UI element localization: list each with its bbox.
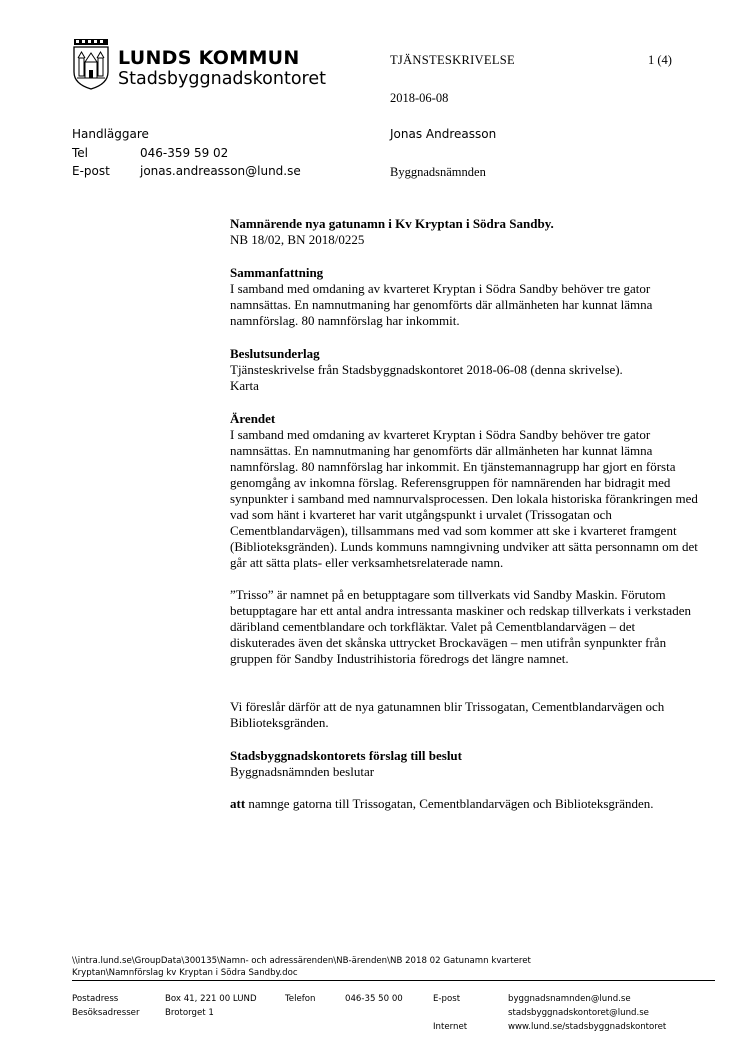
besok-value: Brotorget 1 (165, 1008, 214, 1018)
page-number: 1 (4) (648, 53, 672, 67)
epost-label: E-post (72, 164, 110, 178)
basis-line-2: Karta (230, 378, 259, 393)
file-path-line-1: \\intra.lund.se\GroupData\300135\Namn- och adressärenden\NB-ärenden\NB 2018 02 Gatunamn kvarteret (72, 956, 531, 966)
footer-epost-label: E-post (433, 994, 461, 1004)
summary-text: I samband med omdaning av kvarteret Kryptan i Södra Sandby behöver tre gator namnsättas. En namnutmaning har genomförts där allmänheten har kunnat lämna namnförslag. 80 namnförslag har inkommit. (230, 281, 653, 328)
document-type: TJÄNSTESKRIVELSE (390, 53, 515, 67)
basis-heading: Beslutsunderlag (230, 346, 320, 361)
proposal-line: Byggnadsnämnden beslutar (230, 764, 375, 779)
postadress-label: Postadress (72, 994, 119, 1004)
postadress-value: Box 41, 221 00 LUND (165, 994, 257, 1004)
internet-label: Internet (433, 1022, 468, 1032)
matter-heading: Ärendet (230, 411, 276, 426)
recipient: Byggnadsnämnden (390, 165, 486, 179)
decision-paragraph (230, 796, 700, 812)
footer-epost-value-1[interactable]: byggnadsnamnden@lund.se (508, 994, 631, 1004)
footer-divider (72, 980, 715, 981)
handlaggare-label: Handläggare (72, 127, 149, 141)
summary-heading: Sammanfattning (230, 265, 324, 280)
document-title: Namnärende nya gatunamn i Kv Kryptan i Södra Sandby. (230, 216, 554, 231)
org-name: LUNDS KOMMUN (118, 47, 300, 69)
tel-value: 046-359 59 02 (140, 146, 229, 160)
file-path-line-2: Kryptan\Namnförslag kv Kryptan i Södra Sandby.doc (72, 968, 298, 978)
proposal-heading: Stadsbyggnadskontorets förslag till beslut (230, 748, 462, 763)
document-date: 2018-06-08 (390, 91, 449, 105)
file-path (72, 955, 672, 979)
telefon-label: Telefon (285, 994, 316, 1004)
epost-value: jonas.andreasson@lund.se (140, 164, 301, 178)
matter-paragraph-3: Vi föreslår därför att de nya gatunamnen blir Trissogatan, Cementblandarvägen och Biblioteksgränden. (230, 699, 665, 730)
reference-numbers: NB 18/02, BN 2018/0225 (230, 232, 365, 247)
case-officer-name: Jonas Andreasson (390, 127, 497, 141)
besok-label: Besöksadresser (72, 1008, 140, 1018)
footer-epost-value-2[interactable]: stadsbyggnadskontoret@lund.se (508, 1008, 649, 1018)
decision-keyword: att (230, 796, 246, 811)
document-body (230, 216, 700, 812)
matter-paragraph-2: ”Trisso” är namnet på en betupptagare som tillverkats vid Sandby Maskin. Förutom betupptagare har ett antal andra intressanta maskiner och redskap tillverkats i verkstaden däribland cementblandare och torkfläktar. Valet på Cementblandarvägen – det diskuterades även det skånska uttrycket Brockavägen – men utifrån synpunkter från gruppen för Sandby Industrihistoria föredrogs det längre namnet. (230, 587, 691, 666)
lund-coat-of-arms-icon (72, 38, 110, 90)
telefon-value: 046-35 50 00 (345, 994, 403, 1004)
org-department: Stadsbyggnadskontoret (118, 69, 326, 89)
matter-paragraph-1: I samband med omdaning av kvarteret Kryptan i Södra Sandby behöver tre gator namnsättas. En namnutmaning har genomförts där allmänheten har kunnat lämna namnförslag. 80 namnförslag har inkommit. En tjänstemannagrupp har gjort en första genomgång av inkomna förslag. Referensgruppen för namnärenden har bidragit med synpunkter i samband med namnurvalsprocessen. Den lokala historiska förankringen med vad som hänt i kvarteret har varit utgångspunkt i urvalet (Trissogatan och Cementblandarvägen), tillsammans med vad som kommer att ske i kvarteret framgent (Biblioteksgränden). Lunds kommuns namngivning undviker att sätta personnamn om det går att sätta plats- eller verksamhetsrelaterade namn. (230, 427, 698, 570)
tel-label: Tel (72, 146, 89, 160)
internet-value[interactable]: www.lund.se/stadsbyggnadskontoret (508, 1022, 667, 1032)
basis-line-1: Tjänsteskrivelse från Stadsbyggnadskontoret 2018-06-08 (denna skrivelse). (230, 362, 623, 377)
decision-text: namnge gatorna till Trissogatan, Cementblandarvägen och Biblioteksgränden. (245, 796, 654, 811)
